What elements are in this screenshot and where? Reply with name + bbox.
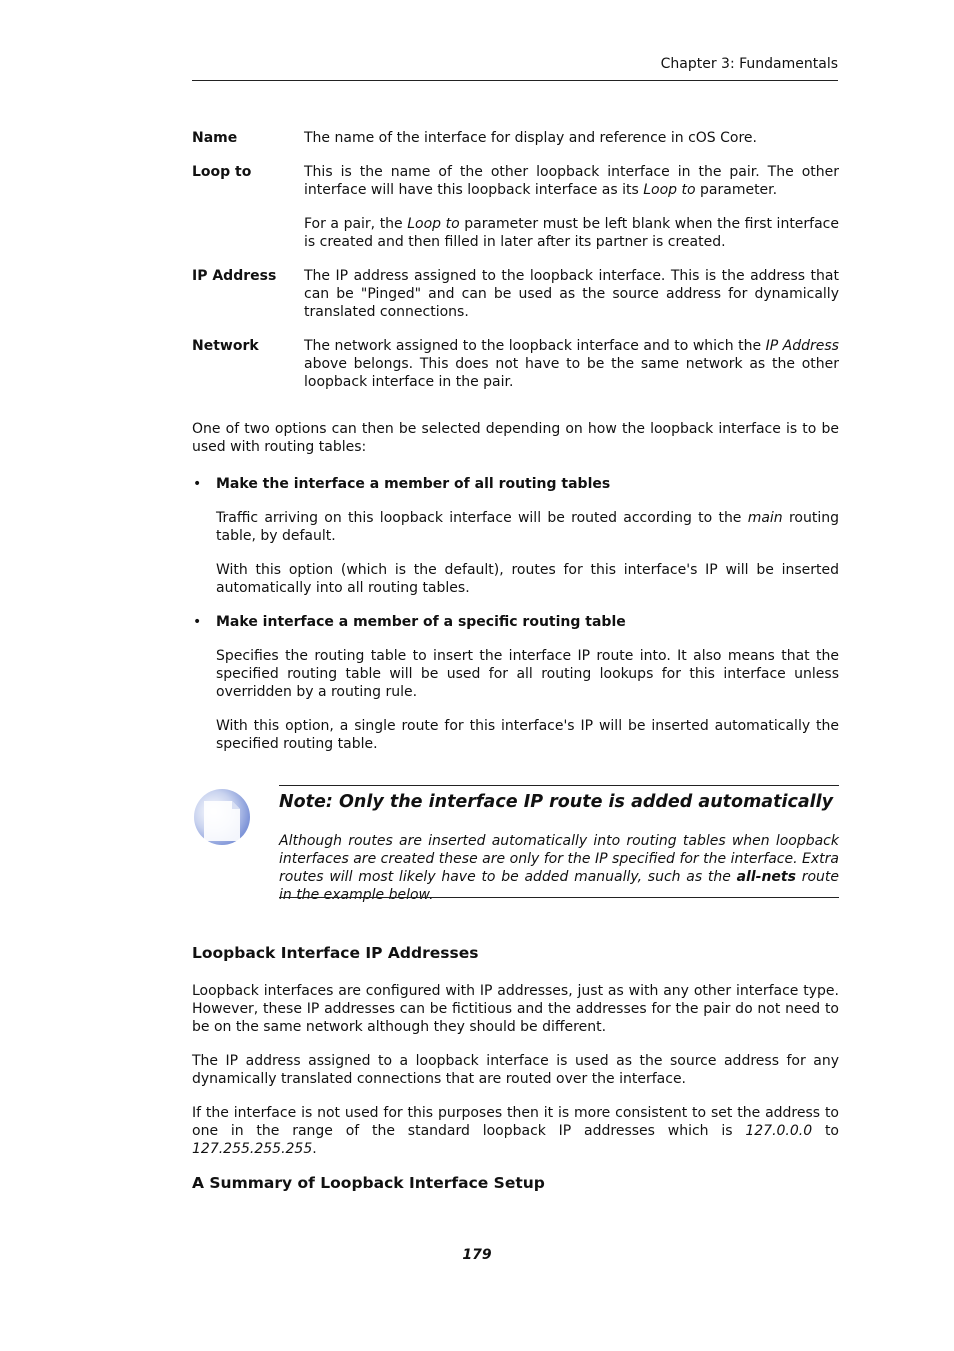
bullet-icon: • (193, 614, 202, 630)
note-body: Although routes are inserted automatically into routing tables when loopback interfaces are created these are only for the IP specified for the interface. Extra routes will most likely have to be added manually, such as the all-nets route in the example below. (279, 833, 839, 903)
option-paragraph: With this option (which is the default), routes for this interface's IP will be inserted automatically into all routing tables. (216, 562, 839, 596)
note-icon (192, 787, 252, 847)
param-term: Network (192, 338, 259, 354)
note-title: Note: Only the interface IP route is added automatically (279, 792, 834, 812)
chapter-title: Chapter 3: Fundamentals (660, 56, 838, 72)
param-term: Loop to (192, 164, 252, 180)
param-term: Name (192, 130, 238, 146)
section-heading: Loopback Interface IP Addresses (192, 944, 479, 962)
option-paragraph: Specifies the routing table to insert the interface IP route into. It also means that the specified routing table will be used for all routing lookups for this interface unless overridden by a routing rule. (216, 648, 839, 700)
param-definition: The network assigned to the loopback interface and to which the IP Address above belongs. This does not have to be the same network as the other loopback interface in the pair. (304, 338, 839, 390)
option-title: Make interface a member of a specific routing table (216, 614, 626, 630)
option-title: Make the interface a member of all routing tables (216, 476, 611, 492)
running-header (192, 54, 838, 81)
option-paragraph: Traffic arriving on this loopback interface will be routed according to the main routing table, by default. (216, 510, 839, 544)
note-top-rule (279, 785, 839, 786)
body-paragraph: The IP address assigned to a loopback interface is used as the source address for any dynamically translated connections that are routed over the interface. (192, 1053, 839, 1087)
param-definition: The IP address assigned to the loopback interface. This is the address that can be "Pinged" and can be used as the source address for dynamically translated connections. (304, 268, 839, 320)
body-paragraph: Loopback interfaces are configured with IP addresses, just as with any other interface type. However, these IP addresses can be fictitious and the addresses for the pair do not need to be on the same network although they should be different. (192, 983, 839, 1035)
bullet-icon: • (193, 476, 202, 492)
section-heading: A Summary of Loopback Interface Setup (192, 1174, 545, 1192)
note-bottom-rule (279, 897, 839, 898)
param-definition: The name of the interface for display and reference in cOS Core. (304, 130, 757, 146)
page-number: 179 (462, 1247, 492, 1263)
body-paragraph: If the interface is not used for this purposes then it is more consistent to set the address to one in the range of the standard loopback IP addresses which is 127.0.0.0 to 127.255.255.255. (192, 1105, 839, 1157)
option-paragraph: With this option, a single route for this interface's IP will be inserted automatically the specified routing table. (216, 718, 839, 752)
options-intro: One of two options can then be selected depending on how the loopback interface is to be used with routing tables: (192, 421, 839, 455)
param-term: IP Address (192, 268, 277, 284)
param-definition: This is the name of the other loopback interface in the pair. The other interface will have this loopback interface as its Loop to parameter. (304, 164, 839, 198)
param-definition: For a pair, the Loop to parameter must be left blank when the first interface is created and then filled in later after its partner is created. (304, 216, 839, 250)
